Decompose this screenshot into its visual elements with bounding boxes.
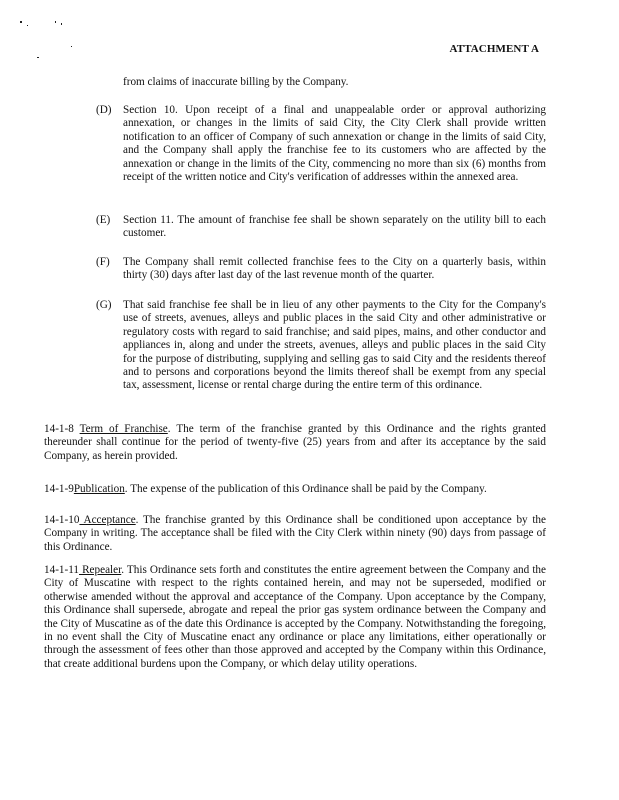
- section-number: 14-1-11: [44, 564, 80, 576]
- attachment-header: ATTACHMENT A: [449, 43, 539, 55]
- section-text: . The term of the franchise granted by this Ordinance and the rights granted thereunder shall continue for the period of twenty-five (25) years from and after its acceptance by the said Company, as herein provided.: [44, 423, 547, 462]
- clause-text: Section 11. The amount of franchise fee shall be shown separately on the utility bill to each customer.: [123, 214, 546, 240]
- section-title: Term of Franchise: [79, 423, 168, 435]
- clause-e: [96, 214, 546, 241]
- section-title: Publication: [73, 483, 125, 495]
- scan-speck: [20, 21, 22, 23]
- section-number: 14-1-8: [44, 423, 80, 435]
- continuation-text: from claims of inaccurate billing by the Company.: [123, 76, 349, 88]
- clause-text: That said franchise fee shall be in lieu of any other payments to the City for the Company's use of streets, avenues, alleys and public places in the said City and other administrative or regulatory costs with regard to said franchise; and said pipes, mains, and other conductor and appliances in, along and under the streets, avenues, alleys and public places in the said City for the purpose of distributing, supplying and selling gas to said City and the residents thereof and to persons and corporations beyond the limits thereof shall be exempt from any special tax, assessment, license or rental charge during the entire term of this ordinance.: [123, 299, 546, 392]
- section-publication: [44, 483, 546, 496]
- clause-g: [96, 299, 546, 393]
- section-text: . The expense of the publication of this Ordinance shall be paid by the Company.: [124, 483, 487, 495]
- scan-speck: [37, 57, 39, 58]
- clause-f: [96, 256, 546, 283]
- section-text: . The franchise granted by this Ordinance shall be conditioned upon acceptance by the Company in writing. The acceptance shall be filed with the City Clerk within ninety (90) days from passage of this Ordinance.: [44, 514, 546, 553]
- scan-speck: [71, 46, 72, 47]
- clause-text: Section 10. Upon receipt of a final and unappealable order or approval authorizing annexation, or changes in the limits of said City, the City Clerk shall provide written notification to an officer of Company of such annexation or change in the limits of said City, and the Company shall apply the franchise fee to its customers who are affected by the annexation or change in the limits of the City, commencing no more than six (6) months from receipt of the written notice and City's verification of addresses within the annexed area.: [123, 104, 546, 184]
- clause-label: (E): [96, 214, 111, 226]
- section-term-of-franchise: [44, 423, 546, 463]
- clause-text: The Company shall remit collected franchise fees to the City on a quarterly basis, within thirty (30) days after last day of the last revenue month of the quarter.: [123, 256, 546, 282]
- clause-label: (F): [96, 256, 110, 268]
- scan-speck: [27, 25, 28, 26]
- section-title: Repealer: [79, 564, 122, 576]
- clause-label: (G): [96, 299, 112, 311]
- section-text: . This Ordinance sets forth and constitutes the entire agreement between the Company and the City of Muscatine with respect to the rights contained herein, and may not be superseded, modified or otherwise amended without the approval and acceptance of the Company. Upon acceptance by the Company, this Ordinance shall supersede, abrogate and repeal the prior gas system ordinance between the Company and the City of Muscatine as of the date this Ordinance is accepted by the Company. Notwithstanding the foregoing, in no event shall the City of Muscatine enact any ordinance or place any limitations, either operationally or through the assessment of fees other than those approved and accepted by the Company within this Ordinance, that create additional burdens upon the Company, or which delay utility operations.: [44, 564, 546, 670]
- scan-speck: [61, 23, 62, 25]
- section-number: 14-1-10: [44, 514, 80, 526]
- scan-speck: [55, 21, 56, 23]
- section-repealer: [44, 564, 546, 671]
- section-number: 14-1-9: [44, 483, 74, 495]
- section-title: Acceptance: [79, 514, 136, 526]
- section-acceptance: [44, 514, 546, 554]
- clause-d: [96, 104, 546, 184]
- clause-label: (D): [96, 104, 112, 116]
